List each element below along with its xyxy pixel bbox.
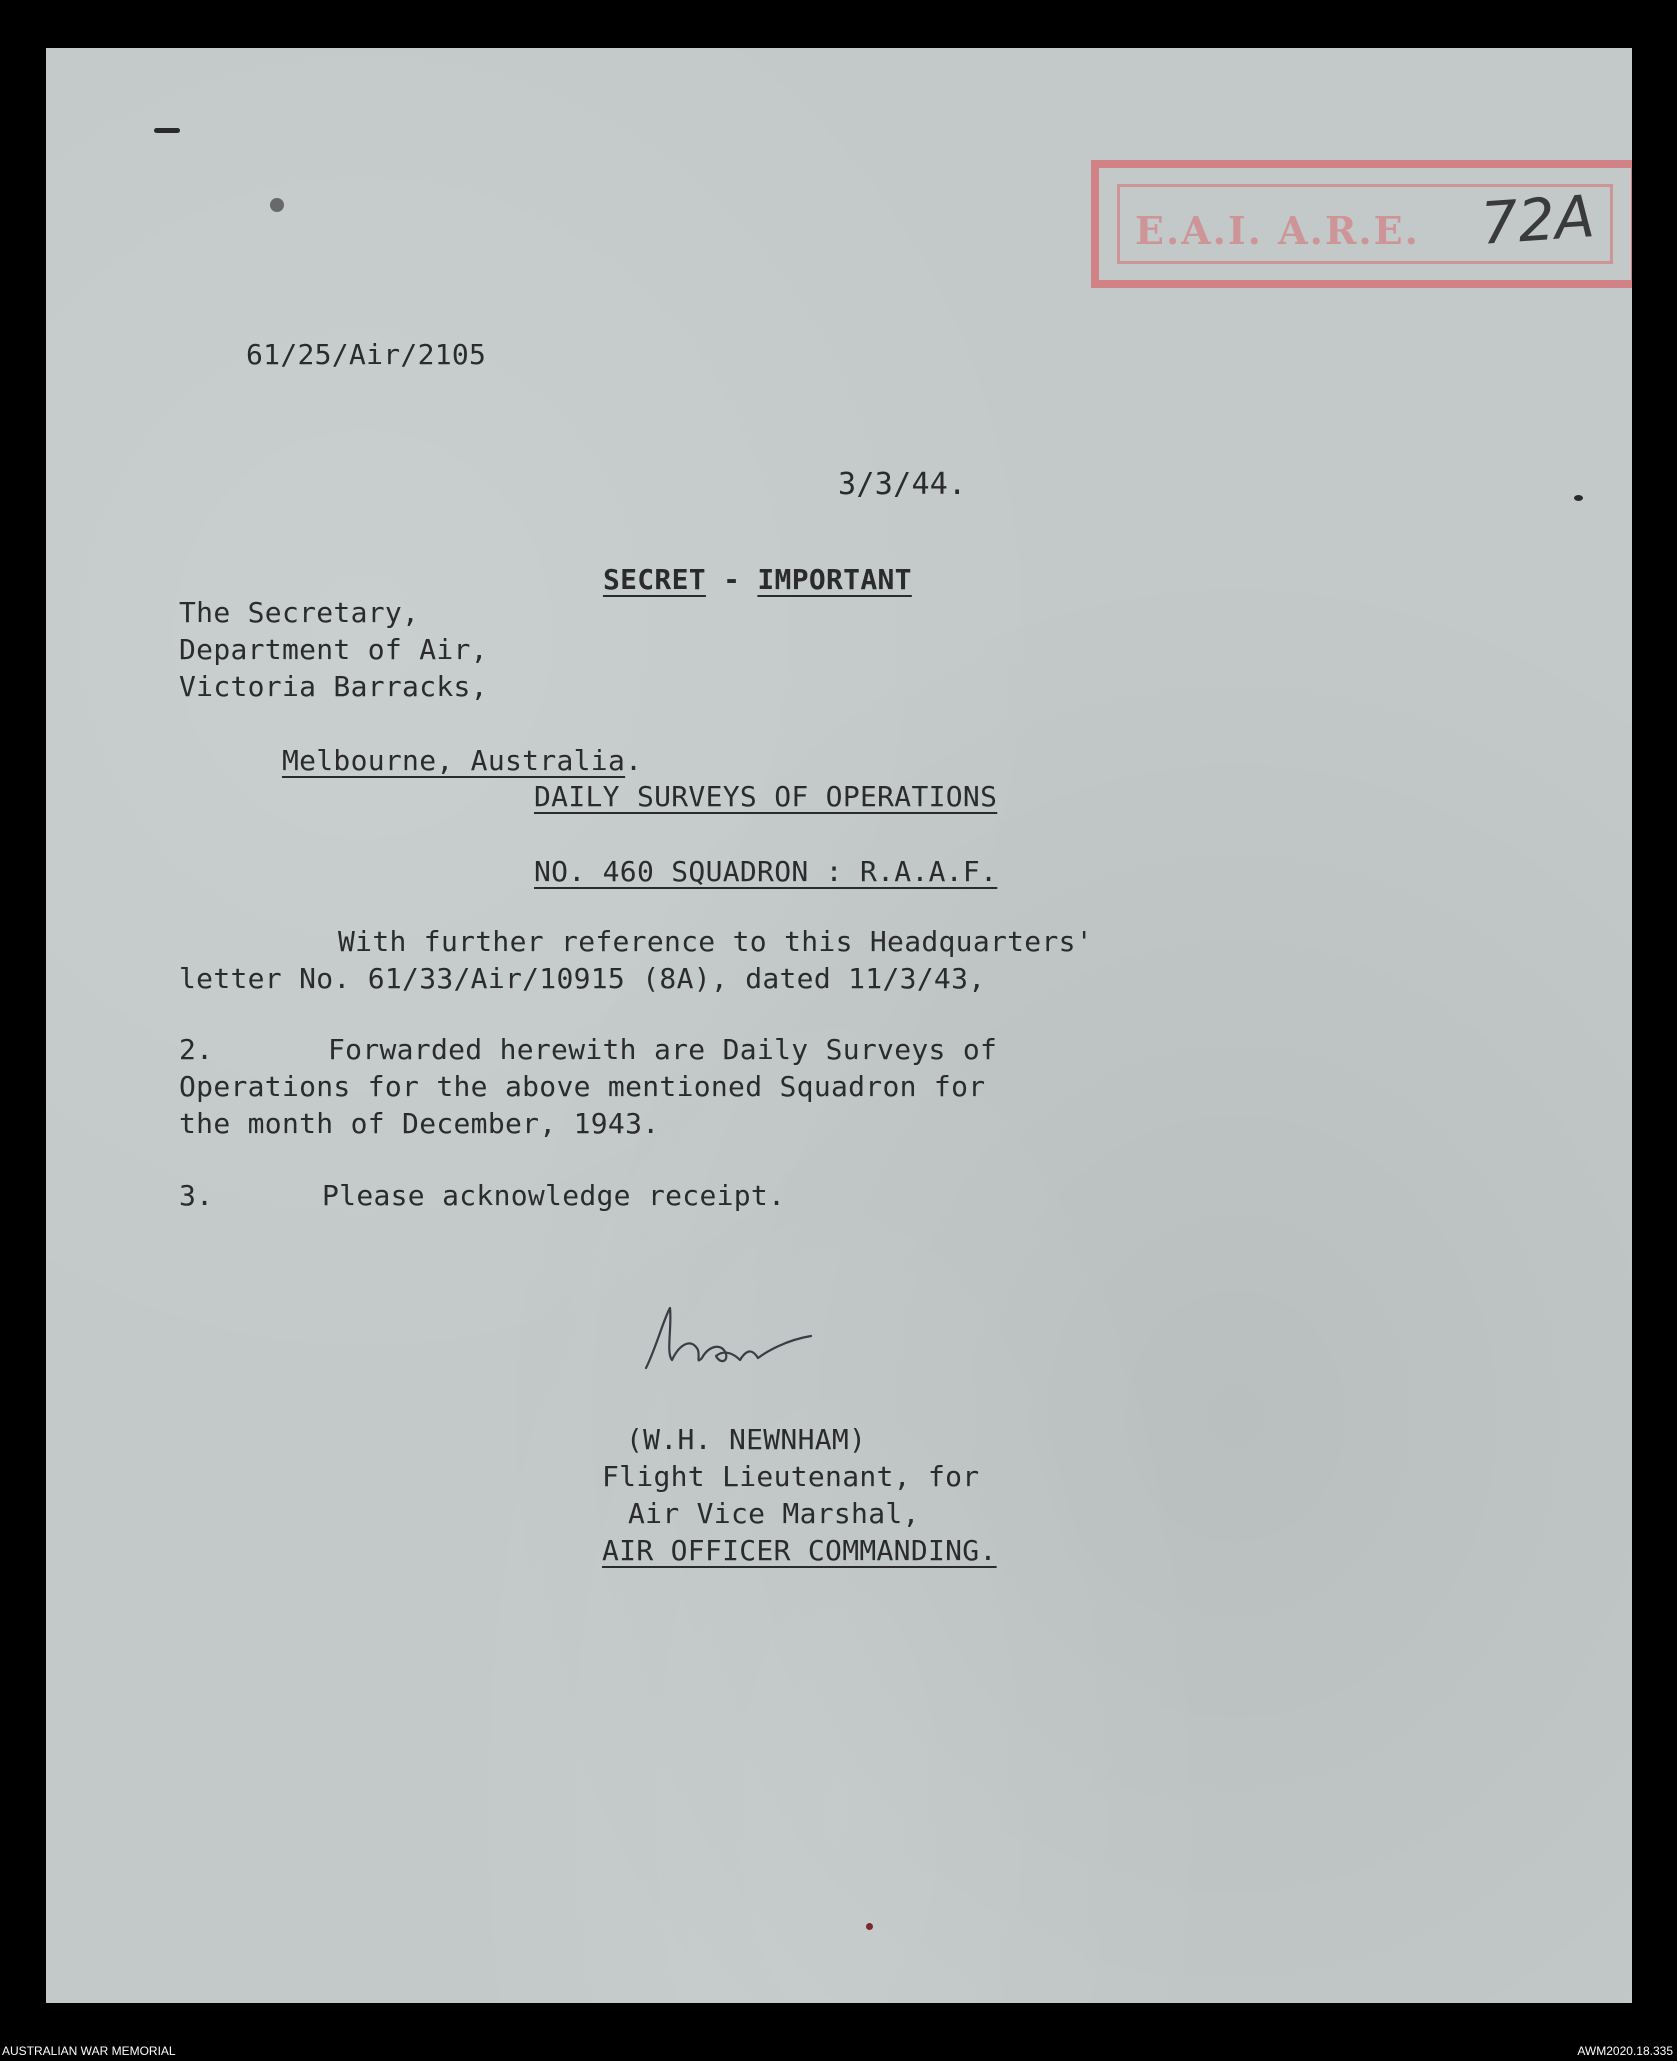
paper-speck <box>866 1923 873 1930</box>
paper-speck <box>1574 495 1583 501</box>
paper-speck <box>270 198 284 212</box>
classification-important: IMPORTANT <box>757 563 912 596</box>
addressee-line-3: Victoria Barracks, <box>179 670 488 703</box>
signatory-rank: Flight Lieutenant, for <box>602 1460 980 1493</box>
para3-text: Please acknowledge receipt. <box>322 1179 786 1212</box>
handwritten-signature <box>636 1298 866 1388</box>
para2-line-3: the month of December, 1943. <box>179 1107 660 1140</box>
addressee-line-1: The Secretary, <box>179 596 420 629</box>
para2-number: 2. <box>179 1033 214 1066</box>
file-reference: 61/25/Air/2105 <box>246 338 487 371</box>
subject-line-1: DAILY SURVEYS OF OPERATIONS <box>534 780 998 813</box>
para1-line-2: letter No. 61/33/Air/10915 (8A), dated 11/3/43, <box>179 962 986 995</box>
signatory-name: (W.H. NEWNHAM) <box>626 1423 867 1456</box>
para2-line-1: Forwarded herewith are Daily Surveys of <box>328 1033 998 1066</box>
letter-date: 3/3/44. <box>838 467 967 502</box>
signatory-office: AIR OFFICER COMMANDING. <box>602 1534 997 1567</box>
archive-reference: AWM2020.18.335 <box>1577 2044 1673 2058</box>
paper-speck <box>154 128 180 133</box>
stamp-text: E.A.I. A.R.E. <box>1135 208 1420 253</box>
addressee-city-end: . <box>625 744 643 777</box>
addressee-line-2: Department of Air, <box>179 633 488 666</box>
addressee-city: Melbourne, Australia <box>281 744 626 777</box>
document-page <box>46 48 1632 2003</box>
subject-line-2: NO. 460 SQUADRON : R.A.A.F. <box>534 855 998 888</box>
para2-line-2: Operations for the above mentioned Squadron for <box>179 1070 986 1103</box>
classification-secret: SECRET <box>602 563 706 596</box>
para1-line-1: With further reference to this Headquarters' <box>338 925 1093 958</box>
classification-separator: - <box>705 563 758 596</box>
folio-number: 72A <box>1478 182 1597 258</box>
archive-label: AUSTRALIAN WAR MEMORIAL <box>2 2044 176 2058</box>
para3-number: 3. <box>179 1179 214 1212</box>
signatory-title: Air Vice Marshal, <box>628 1497 920 1530</box>
classification <box>500 524 912 635</box>
